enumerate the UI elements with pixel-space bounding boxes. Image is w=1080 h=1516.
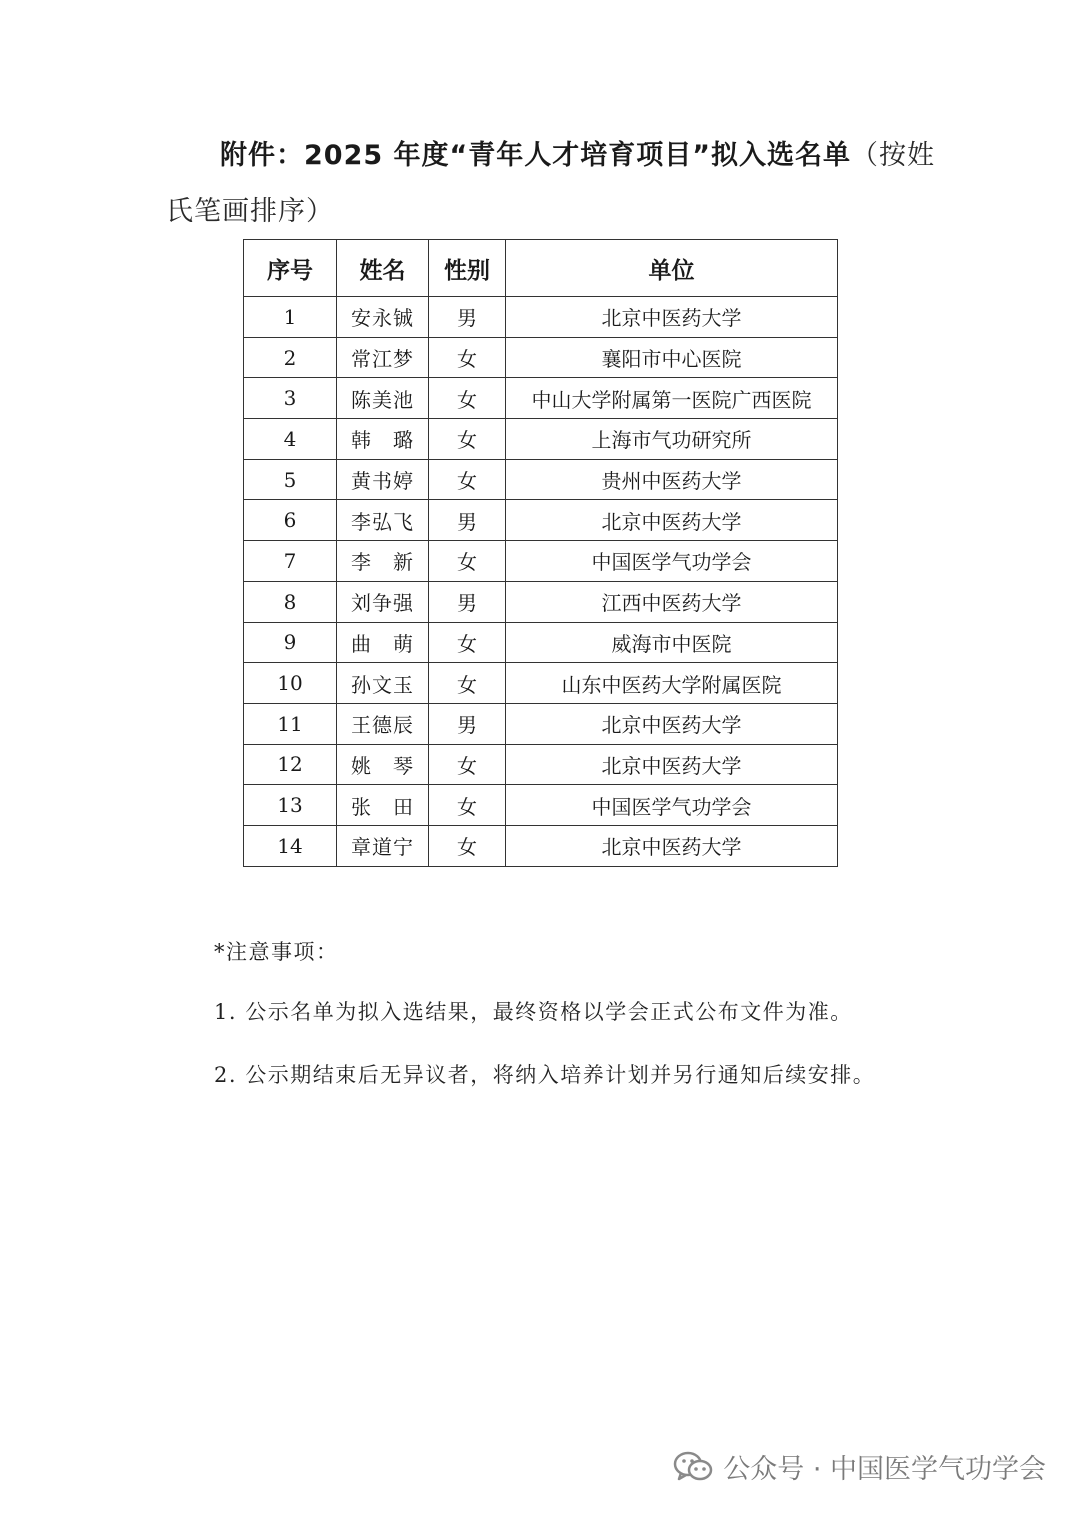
cell-serial: 13 [244,785,337,826]
cell-name: 姚 琴 [337,744,429,785]
cell-unit: 上海市气功研究所 [506,419,838,460]
cell-serial: 3 [244,378,337,419]
table-row [244,785,838,826]
cell-unit: 北京中医药大学 [506,500,838,541]
document-title [220,134,980,178]
cell-serial: 14 [244,825,337,866]
cell-name: 安永铖 [337,297,429,338]
table-row [244,663,838,704]
cell-serial: 8 [244,581,337,622]
header-unit: 单位 [506,240,838,297]
table-row [244,459,838,500]
cell-name: 李弘飞 [337,500,429,541]
cell-gender: 女 [429,459,506,500]
table-row [244,337,838,378]
cell-name: 黄书婷 [337,459,429,500]
cell-unit: 贵州中医药大学 [506,459,838,500]
cell-serial: 2 [244,337,337,378]
cell-name: 刘争强 [337,581,429,622]
cell-serial: 5 [244,459,337,500]
cell-gender: 女 [429,378,506,419]
table-row [244,541,838,582]
cell-name: 张 田 [337,785,429,826]
cell-gender: 男 [429,500,506,541]
cell-gender: 女 [429,622,506,663]
cell-gender: 男 [429,703,506,744]
cell-gender: 女 [429,541,506,582]
cell-name: 王德辰 [337,703,429,744]
title-sort-note-continued: 氏笔画排序） [166,196,334,227]
cell-name: 韩 璐 [337,419,429,460]
cell-serial: 9 [244,622,337,663]
cell-serial: 6 [244,500,337,541]
cell-unit: 中国医学气功学会 [506,785,838,826]
candidate-table [243,239,838,867]
cell-unit: 北京中医药大学 [506,297,838,338]
cell-name: 孙文玉 [337,663,429,704]
wechat-watermark [673,1447,1046,1486]
cell-unit: 北京中医药大学 [506,744,838,785]
header-serial: 序号 [244,240,337,297]
cell-unit: 山东中医药大学附属医院 [506,663,838,704]
cell-gender: 男 [429,581,506,622]
table-row [244,825,838,866]
cell-serial: 10 [244,663,337,704]
cell-gender: 男 [429,297,506,338]
cell-name: 曲 萌 [337,622,429,663]
table-row [244,297,838,338]
cell-unit: 中山大学附属第一医院广西医院 [506,378,838,419]
note-item: 2. 公示期结束后无异议者，将纳入培养计划并另行通知后续安排。 [214,1063,876,1087]
cell-unit: 威海市中医院 [506,622,838,663]
cell-unit: 北京中医药大学 [506,703,838,744]
cell-serial: 7 [244,541,337,582]
table-row [244,378,838,419]
cell-name: 章道宁 [337,825,429,866]
table-row [244,419,838,460]
header-gender: 性别 [429,240,506,297]
notes-heading: *注意事项： [214,940,339,964]
cell-gender: 女 [429,744,506,785]
cell-gender: 女 [429,663,506,704]
notes-section [214,936,1034,1122]
table-row [244,500,838,541]
cell-gender: 女 [429,419,506,460]
cell-unit: 北京中医药大学 [506,825,838,866]
table-row [244,703,838,744]
cell-unit: 襄阳市中心医院 [506,337,838,378]
cell-name: 常江梦 [337,337,429,378]
cell-unit: 中国医学气功学会 [506,541,838,582]
note-item: 1. 公示名单为拟入选结果，最终资格以学会正式公布文件为准。 [214,1000,853,1024]
title-main: 附件：2025 年度“青年人才培育项目”拟入选名单 [220,140,852,171]
table-row [244,744,838,785]
cell-unit: 江西中医药大学 [506,581,838,622]
cell-gender: 女 [429,825,506,866]
table-header-row [244,240,838,297]
watermark-text: 公众号 · 中国医学气功学会 [723,1454,1046,1485]
cell-name: 李 新 [337,541,429,582]
wechat-icon [673,1450,713,1484]
header-name: 姓名 [337,240,429,297]
cell-gender: 女 [429,337,506,378]
title-sort-note: （按姓 [851,140,936,171]
cell-serial: 1 [244,297,337,338]
cell-serial: 4 [244,419,337,460]
table-row [244,581,838,622]
cell-gender: 女 [429,785,506,826]
cell-name: 陈美池 [337,378,429,419]
table-row [244,622,838,663]
cell-serial: 11 [244,703,337,744]
cell-serial: 12 [244,744,337,785]
